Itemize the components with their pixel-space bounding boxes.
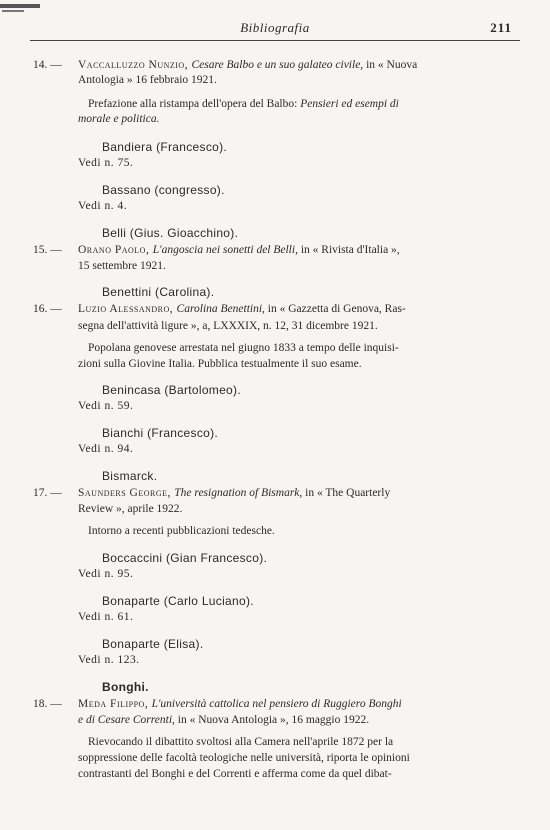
entry-note: Rievocando il dibattito svoltosi alla Camera nell'aprile 1872 per la <box>88 736 394 748</box>
entry-note: soppressione delle facoltà teologiche nelle università, riporta le opinioni <box>78 752 410 764</box>
section-heading: Benincasa (Bartolomeo). <box>102 383 241 397</box>
section-heading: Benettini (Carolina). <box>102 285 215 299</box>
entry-title: L'università cattolica nel pensiero di Ruggiero Bonghi <box>151 698 402 710</box>
entry-note: Intorno a recenti pubblicazioni tedesche. <box>88 525 275 537</box>
cross-reference: Vedi n. 59. <box>78 400 134 412</box>
section-heading: Bonghi. <box>102 680 149 694</box>
entry-number: 17. — <box>33 487 62 499</box>
scan-artifact <box>0 4 40 8</box>
entry-note: zioni sulla Giovine Italia. Pubblica testualmente il suo esame. <box>78 358 362 370</box>
cross-reference: Vedi n. 4. <box>78 200 128 212</box>
section-heading: Bonaparte (Carlo Luciano). <box>102 594 254 608</box>
entry-title: The resignation of Bismark, <box>174 487 303 499</box>
entry-note: Popolana genovese arrestata nel giugno 1833 a tempo delle inquisi- <box>88 342 399 354</box>
entry-date: 15 settembre 1921. <box>78 260 166 272</box>
scan-artifact <box>2 10 24 12</box>
running-title: Bibliografia <box>240 20 310 35</box>
entry-title-cont: e di Cesare Correnti, <box>78 714 175 726</box>
section-heading: Belli (Gius. Gioacchino). <box>102 226 239 240</box>
entry-author: Luzio Alessandro, <box>78 303 177 315</box>
header-rule <box>30 40 520 41</box>
section-heading: Bandiera (Francesco). <box>102 140 228 154</box>
section-heading: Bassano (congresso). <box>102 183 225 197</box>
entry-source: in « The Quarterly <box>302 487 391 499</box>
entry-note: Prefazione alla ristampa dell'opera del Balbo: <box>88 98 301 110</box>
entry-note: contrastanti del Bonghi e del Correnti e afferma come da quel dibat- <box>78 768 392 780</box>
section-heading: Bonaparte (Elisa). <box>102 637 204 651</box>
entry-author: Orano Paolo, <box>78 244 153 256</box>
section-heading: Bismarck. <box>102 469 158 483</box>
entry-note-title: Pensieri ed esempi di <box>300 98 399 110</box>
cross-reference: Vedi n. 75. <box>78 157 134 169</box>
cross-reference: Vedi n. 123. <box>78 654 140 666</box>
entry-date: Antologia » 16 febbraio 1921. <box>78 74 217 86</box>
entry-author: Meda Filippo, <box>78 698 152 710</box>
entry-source: in « Rivista d'Italia », <box>297 244 400 256</box>
entry-source: in « Nuova Antologia », 16 maggio 1922. <box>174 714 370 726</box>
entry-number: 18. — <box>33 698 62 710</box>
cross-reference: Vedi n. 94. <box>78 443 134 455</box>
entry-date: segna dell'attività ligure », a, LXXXIX, n. 12, 31 dicembre 1921. <box>78 320 378 332</box>
entry-number: 14. — <box>33 59 62 71</box>
entry-author: Vaccalluzzo Nunzio, <box>78 59 192 71</box>
entry-number: 16. — <box>33 303 62 315</box>
entry-source: in « Gazzetta di Genova, Ras- <box>264 303 406 315</box>
page-header <box>30 20 520 38</box>
section-heading: Bianchi (Francesco). <box>102 426 219 440</box>
entry-note-title-cont: morale e politica. <box>78 113 160 125</box>
entry-author: Saunders George, <box>78 487 175 499</box>
section-heading: Boccaccini (Gian Francesco). <box>102 551 268 565</box>
entry-source: in « Nuova <box>363 59 418 71</box>
cross-reference: Vedi n. 61. <box>78 611 134 623</box>
entry-number: 15. — <box>33 244 62 256</box>
entry-title: Carolina Benettini, <box>176 303 265 315</box>
entry-title: Cesare Balbo e un suo galateo civile, <box>191 59 364 71</box>
page-number: 211 <box>490 20 512 35</box>
cross-reference: Vedi n. 95. <box>78 568 134 580</box>
entry-title: L'angoscia nei sonetti del Belli, <box>152 244 298 256</box>
entry-date: Review », aprile 1922. <box>78 503 183 515</box>
